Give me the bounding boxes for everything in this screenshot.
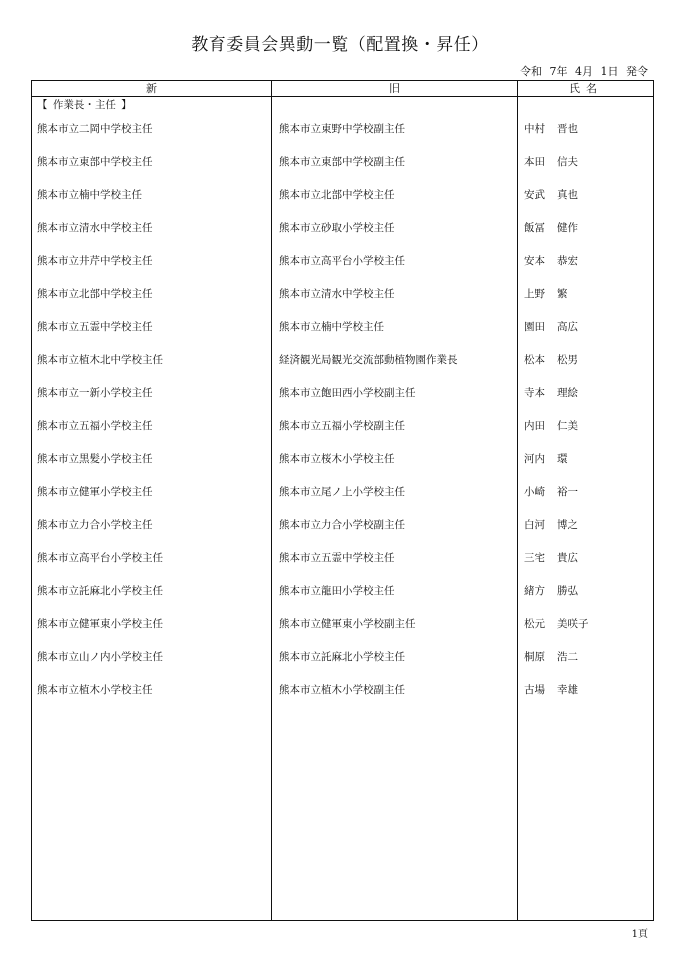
family-name: 緒方 <box>524 585 545 597</box>
given-name: 理絵 <box>557 387 578 399</box>
table-row <box>32 385 652 405</box>
person-name <box>524 616 589 631</box>
new-position: 熊本市立力合小学校主任 <box>37 519 153 531</box>
table-row <box>32 253 652 273</box>
old-position: 熊本市立東部中学校副主任 <box>279 156 405 168</box>
new-position: 熊本市立二岡中学校主任 <box>37 123 153 135</box>
old-position: 熊本市立龍田小学校主任 <box>279 585 395 597</box>
old-position: 熊本市立健軍東小学校副主任 <box>279 618 416 630</box>
person-name <box>524 484 578 499</box>
given-name: 浩二 <box>557 651 578 663</box>
family-name: 河内 <box>524 453 545 465</box>
person-name <box>524 550 578 565</box>
given-name: 博之 <box>557 519 578 531</box>
family-name: 飯冨 <box>524 222 545 234</box>
given-name: 信夫 <box>557 156 578 168</box>
person-name <box>524 385 578 400</box>
new-position: 熊本市立五福小学校主任 <box>37 420 153 432</box>
given-name: 晋也 <box>557 123 578 135</box>
old-position: 熊本市立力合小学校副主任 <box>279 519 405 531</box>
old-position: 熊本市立東野中学校副主任 <box>279 123 405 135</box>
section-label: 【 作業長・主任 】 <box>37 99 132 111</box>
new-position: 熊本市立東部中学校主任 <box>37 156 153 168</box>
given-name: 仁美 <box>557 420 578 432</box>
table-row <box>32 418 652 438</box>
new-position: 熊本市立健軍東小学校主任 <box>37 618 163 630</box>
old-position: 熊本市立清水中学校主任 <box>279 288 395 300</box>
old-position: 熊本市立託麻北小学校主任 <box>279 651 405 663</box>
table-row <box>32 550 652 570</box>
new-position: 熊本市立楠中学校主任 <box>37 189 142 201</box>
given-name: 繁 <box>557 288 568 300</box>
family-name: 松本 <box>524 354 545 366</box>
old-position: 熊本市立桜木小学校主任 <box>279 453 395 465</box>
family-name: 中村 <box>524 123 545 135</box>
person-name <box>524 286 568 301</box>
old-position: 熊本市立五福小学校副主任 <box>279 420 405 432</box>
family-name: 三宅 <box>524 552 545 564</box>
old-position: 熊本市立高平台小学校主任 <box>279 255 405 267</box>
table-row <box>32 517 652 537</box>
new-position: 熊本市立健軍小学校主任 <box>37 486 153 498</box>
family-name: 安武 <box>524 189 545 201</box>
page-number: 1頁 <box>631 929 648 940</box>
family-name: 桐原 <box>524 651 545 663</box>
table-row <box>32 484 652 504</box>
family-name: 古場 <box>524 684 545 696</box>
given-name: 真也 <box>557 189 578 201</box>
table-row <box>32 154 652 174</box>
table-row <box>32 352 652 372</box>
family-name: 本田 <box>524 156 545 168</box>
given-name: 幸雄 <box>557 684 578 696</box>
header-name: 氏名 <box>569 82 603 95</box>
person-name <box>524 253 578 268</box>
family-name: 内田 <box>524 420 545 432</box>
new-position: 熊本市立井芹中学校主任 <box>37 255 153 267</box>
new-position: 熊本市立黒髪小学校主任 <box>37 453 153 465</box>
new-position: 熊本市立高平台小学校主任 <box>37 552 163 564</box>
document-title: 教育委員会異動一覧（配置換・昇任） <box>191 35 489 55</box>
person-name <box>524 319 578 334</box>
table-row <box>32 319 652 339</box>
given-name: 環 <box>557 453 568 465</box>
person-name <box>524 121 578 136</box>
family-name: 白河 <box>524 519 545 531</box>
new-position: 熊本市立五霊中学校主任 <box>37 321 153 333</box>
given-name: 美咲子 <box>557 618 589 630</box>
person-name <box>524 352 578 367</box>
table-row <box>32 682 652 702</box>
new-position: 熊本市立北部中学校主任 <box>37 288 153 300</box>
person-name <box>524 418 578 433</box>
table-row <box>32 583 652 603</box>
person-name <box>524 517 578 532</box>
given-name: 恭宏 <box>557 255 578 267</box>
personnel-table <box>31 80 654 921</box>
given-name: 松男 <box>557 354 578 366</box>
old-position: 熊本市立植木小学校副主任 <box>279 684 405 696</box>
table-row <box>32 616 652 636</box>
table-row <box>32 121 652 141</box>
table-row <box>32 220 652 240</box>
table-row <box>32 286 652 306</box>
header-old: 旧 <box>389 82 400 95</box>
new-position: 熊本市立一新小学校主任 <box>37 387 153 399</box>
given-name: 健作 <box>557 222 578 234</box>
new-position: 熊本市立植木小学校主任 <box>37 684 153 696</box>
table-row <box>32 187 652 207</box>
old-position: 熊本市立砂取小学校主任 <box>279 222 395 234</box>
header-new: 新 <box>146 82 157 95</box>
old-position: 熊本市立五霊中学校主任 <box>279 552 395 564</box>
given-name: 高広 <box>557 321 578 333</box>
person-name <box>524 583 578 598</box>
person-name <box>524 451 568 466</box>
new-position: 熊本市立山ノ内小学校主任 <box>37 651 163 663</box>
given-name: 裕一 <box>557 486 578 498</box>
new-position: 熊本市立清水中学校主任 <box>37 222 153 234</box>
family-name: 園田 <box>524 321 545 333</box>
family-name: 松元 <box>524 618 545 630</box>
person-name <box>524 682 578 697</box>
old-position: 熊本市立尾ノ上小学校主任 <box>279 486 405 498</box>
table-row <box>32 649 652 669</box>
new-position: 熊本市立託麻北小学校主任 <box>37 585 163 597</box>
table-row <box>32 451 652 471</box>
person-name <box>524 187 578 202</box>
given-name: 勝弘 <box>557 585 578 597</box>
person-name <box>524 220 578 235</box>
person-name <box>524 649 578 664</box>
new-position: 熊本市立植木北中学校主任 <box>37 354 163 366</box>
issue-date: 令和 7年 4月 1日 発令 <box>520 65 648 78</box>
old-position: 経済観光局観光交流部動植物園作業長 <box>279 354 458 366</box>
family-name: 寺本 <box>524 387 545 399</box>
old-position: 熊本市立北部中学校主任 <box>279 189 395 201</box>
old-position: 熊本市立飽田西小学校副主任 <box>279 387 416 399</box>
family-name: 上野 <box>524 288 545 300</box>
given-name: 貴広 <box>557 552 578 564</box>
family-name: 安本 <box>524 255 545 267</box>
family-name: 小崎 <box>524 486 545 498</box>
person-name <box>524 154 578 169</box>
old-position: 熊本市立楠中学校主任 <box>279 321 384 333</box>
